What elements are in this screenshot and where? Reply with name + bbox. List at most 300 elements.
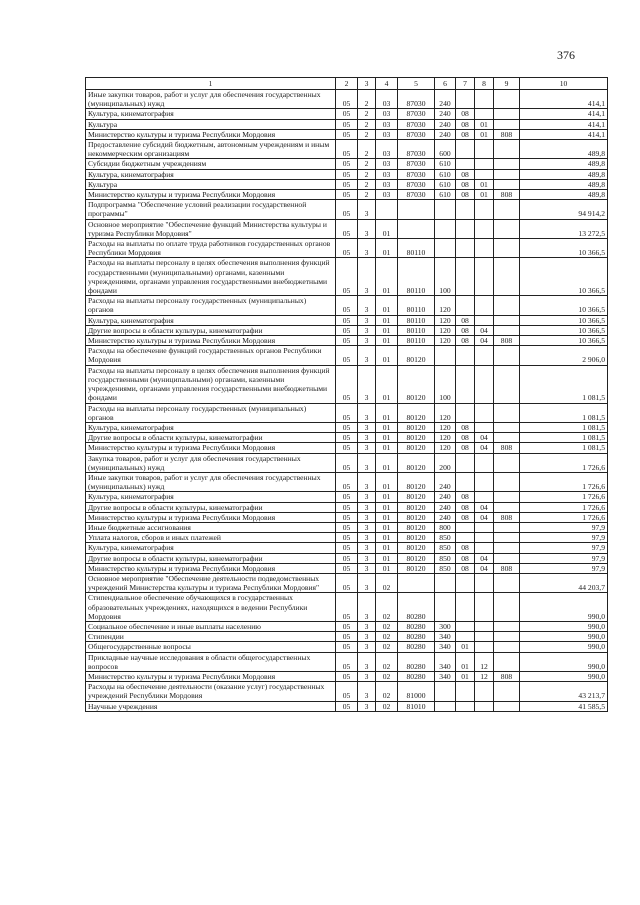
code-section-division	[456, 533, 475, 543]
code-subprogram: 3	[358, 443, 376, 453]
row-name: Подпрограмма "Обеспечение условий реализации государственной программы"	[86, 200, 336, 219]
code-ministry: 808	[494, 190, 520, 200]
table-row	[86, 652, 608, 671]
code-ministry	[494, 200, 520, 219]
code-expense-type: 120	[435, 403, 456, 422]
code-expense-type: 120	[435, 443, 456, 453]
code-direction: 87030	[398, 179, 435, 189]
code-activity: 01	[376, 365, 398, 403]
code-section-division: 08	[456, 553, 475, 563]
code-direction	[398, 573, 435, 592]
table-row	[86, 219, 608, 238]
row-amount: 1 726,6	[520, 453, 608, 472]
code-subsection: 12	[475, 652, 494, 671]
row-amount: 1 726,6	[520, 512, 608, 522]
column-header: 9	[494, 78, 520, 90]
code-subsection: 01	[475, 119, 494, 129]
code-direction: 80110	[398, 325, 435, 335]
code-subsection	[475, 642, 494, 652]
code-subprogram: 3	[358, 573, 376, 592]
row-amount: 489,8	[520, 169, 608, 179]
code-section-division: 08	[456, 336, 475, 346]
code-subsection: 04	[475, 502, 494, 512]
code-subsection	[475, 296, 494, 315]
code-section: 05	[336, 553, 358, 563]
column-header: 8	[475, 78, 494, 90]
code-subsection	[475, 573, 494, 592]
code-ministry	[494, 502, 520, 512]
code-activity: 01	[376, 502, 398, 512]
code-direction: 80280	[398, 593, 435, 622]
row-amount: 41 585,5	[520, 701, 608, 711]
code-activity	[376, 200, 398, 219]
code-subprogram: 3	[358, 453, 376, 472]
row-name: Стипендии	[86, 632, 336, 642]
code-subsection: 04	[475, 512, 494, 522]
code-section: 05	[336, 119, 358, 129]
column-header: 2	[336, 78, 358, 90]
code-subprogram: 3	[358, 621, 376, 631]
code-subsection	[475, 239, 494, 258]
table-row	[86, 258, 608, 296]
code-ministry: 808	[494, 563, 520, 573]
code-activity: 03	[376, 129, 398, 139]
column-header: 6	[435, 78, 456, 90]
code-subprogram: 2	[358, 129, 376, 139]
row-name: Министерство культуры и туризма Республики Мордовия	[86, 512, 336, 522]
row-name: Иные закупки товаров, работ и услуг для обеспечения государственных (муниципальных) нужд	[86, 90, 336, 109]
code-subprogram: 2	[358, 109, 376, 119]
code-section: 05	[336, 422, 358, 432]
code-ministry	[494, 140, 520, 159]
code-ministry	[494, 169, 520, 179]
code-ministry	[494, 119, 520, 129]
code-expense-type: 340	[435, 632, 456, 642]
code-section-division: 08	[456, 129, 475, 139]
code-subsection	[475, 109, 494, 119]
code-activity: 02	[376, 632, 398, 642]
code-subsection	[475, 200, 494, 219]
code-ministry	[494, 219, 520, 238]
code-subprogram: 2	[358, 169, 376, 179]
code-direction: 80110	[398, 258, 435, 296]
row-name: Расходы на выплаты персоналу государственных (муниципальных) органов	[86, 296, 336, 315]
code-subprogram: 3	[358, 336, 376, 346]
code-section: 05	[336, 90, 358, 109]
table-row	[86, 671, 608, 681]
code-expense-type: 850	[435, 553, 456, 563]
row-amount: 414,1	[520, 109, 608, 119]
code-activity: 01	[376, 512, 398, 522]
code-subprogram: 3	[358, 502, 376, 512]
code-section-division: 08	[456, 109, 475, 119]
column-header: 10	[520, 78, 608, 90]
code-section-division: 08	[456, 422, 475, 432]
code-subprogram: 3	[358, 522, 376, 532]
code-expense-type: 120	[435, 433, 456, 443]
row-amount: 990,0	[520, 621, 608, 631]
code-ministry	[494, 325, 520, 335]
code-ministry	[494, 453, 520, 472]
code-expense-type: 610	[435, 169, 456, 179]
row-name: Министерство культуры и туризма Республики Мордовия	[86, 129, 336, 139]
code-section-division	[456, 200, 475, 219]
code-section: 05	[336, 159, 358, 169]
table-row	[86, 433, 608, 443]
table-row	[86, 140, 608, 159]
code-activity: 03	[376, 159, 398, 169]
code-section: 05	[336, 109, 358, 119]
code-section: 05	[336, 472, 358, 491]
row-name: Министерство культуры и туризма Республики Мордовия	[86, 190, 336, 200]
code-section: 05	[336, 258, 358, 296]
code-ministry	[494, 682, 520, 701]
code-expense-type: 120	[435, 336, 456, 346]
code-subsection	[475, 621, 494, 631]
code-activity: 01	[376, 472, 398, 491]
code-expense-type: 600	[435, 140, 456, 159]
code-expense-type: 120	[435, 296, 456, 315]
table-row	[86, 346, 608, 365]
code-expense-type: 610	[435, 159, 456, 169]
code-activity: 01	[376, 453, 398, 472]
code-activity: 02	[376, 642, 398, 652]
code-section-division: 08	[456, 563, 475, 573]
row-name: Уплата налогов, сборов и иных платежей	[86, 533, 336, 543]
code-activity: 01	[376, 522, 398, 532]
code-ministry	[494, 179, 520, 189]
row-amount: 97,9	[520, 563, 608, 573]
code-activity: 03	[376, 190, 398, 200]
code-ministry: 808	[494, 336, 520, 346]
code-expense-type: 340	[435, 652, 456, 671]
code-ministry	[494, 533, 520, 543]
table-row	[86, 522, 608, 532]
code-subsection	[475, 315, 494, 325]
row-amount: 1 081,5	[520, 443, 608, 453]
code-ministry	[494, 553, 520, 563]
code-direction: 80120	[398, 403, 435, 422]
code-expense-type: 240	[435, 119, 456, 129]
code-section: 05	[336, 632, 358, 642]
code-section-division: 08	[456, 492, 475, 502]
code-section-division: 08	[456, 179, 475, 189]
code-section-division: 08	[456, 502, 475, 512]
row-amount: 990,0	[520, 632, 608, 642]
code-direction: 87030	[398, 90, 435, 109]
row-amount: 489,8	[520, 179, 608, 189]
code-section-division	[456, 701, 475, 711]
code-section: 05	[336, 336, 358, 346]
code-subprogram: 3	[358, 563, 376, 573]
code-activity: 01	[376, 346, 398, 365]
code-activity: 01	[376, 296, 398, 315]
code-section: 05	[336, 219, 358, 238]
column-header: 4	[376, 78, 398, 90]
code-section: 05	[336, 403, 358, 422]
code-expense-type	[435, 239, 456, 258]
row-amount: 1 726,6	[520, 502, 608, 512]
code-section-division: 08	[456, 433, 475, 443]
row-amount: 1 726,6	[520, 492, 608, 502]
code-ministry: 808	[494, 671, 520, 681]
code-direction: 80120	[398, 346, 435, 365]
code-ministry	[494, 652, 520, 671]
code-activity: 02	[376, 652, 398, 671]
code-section: 05	[336, 296, 358, 315]
table-row	[86, 682, 608, 701]
row-name: Иные бюджетные ассигнования	[86, 522, 336, 532]
table-row	[86, 109, 608, 119]
code-section-division: 08	[456, 325, 475, 335]
table-row	[86, 553, 608, 563]
code-direction: 80110	[398, 336, 435, 346]
code-subsection: 04	[475, 563, 494, 573]
code-ministry	[494, 159, 520, 169]
code-ministry	[494, 296, 520, 315]
code-expense-type: 240	[435, 492, 456, 502]
code-section: 05	[336, 522, 358, 532]
table-row	[86, 403, 608, 422]
code-subsection	[475, 140, 494, 159]
code-ministry	[494, 239, 520, 258]
code-section: 05	[336, 200, 358, 219]
code-section: 05	[336, 642, 358, 652]
code-subprogram: 3	[358, 512, 376, 522]
row-amount: 2 906,0	[520, 346, 608, 365]
table-row	[86, 632, 608, 642]
row-name: Субсидии бюджетным учреждениям	[86, 159, 336, 169]
code-ministry: 808	[494, 129, 520, 139]
code-subprogram: 3	[358, 701, 376, 711]
code-ministry	[494, 258, 520, 296]
code-expense-type: 200	[435, 453, 456, 472]
code-section-division	[456, 365, 475, 403]
code-section: 05	[336, 433, 358, 443]
code-activity: 01	[376, 443, 398, 453]
code-ministry	[494, 621, 520, 631]
code-section: 05	[336, 502, 358, 512]
code-section-division	[456, 522, 475, 532]
row-name: Культура, кинематография	[86, 422, 336, 432]
code-expense-type: 240	[435, 90, 456, 109]
table-row	[86, 492, 608, 502]
code-subsection	[475, 258, 494, 296]
code-ministry	[494, 346, 520, 365]
code-activity: 01	[376, 563, 398, 573]
row-name: Общегосударственные вопросы	[86, 642, 336, 652]
code-subprogram: 2	[358, 119, 376, 129]
code-expense-type	[435, 219, 456, 238]
table-row	[86, 543, 608, 553]
code-ministry	[494, 492, 520, 502]
code-direction: 87030	[398, 109, 435, 119]
table-row	[86, 90, 608, 109]
code-ministry	[494, 522, 520, 532]
page-number: 376	[557, 48, 575, 62]
row-name: Культура, кинематография	[86, 543, 336, 553]
code-ministry	[494, 593, 520, 622]
table-row	[86, 179, 608, 189]
code-activity: 03	[376, 179, 398, 189]
row-name: Министерство культуры и туризма Республики Мордовия	[86, 336, 336, 346]
row-name: Министерство культуры и туризма Республики Мордовия	[86, 671, 336, 681]
code-activity: 01	[376, 553, 398, 563]
code-subsection: 12	[475, 671, 494, 681]
code-section-division	[456, 346, 475, 365]
row-amount: 10 366,5	[520, 336, 608, 346]
code-section: 05	[336, 701, 358, 711]
code-direction: 80110	[398, 315, 435, 325]
code-ministry	[494, 422, 520, 432]
code-direction: 80120	[398, 533, 435, 543]
code-section-division	[456, 258, 475, 296]
code-section: 05	[336, 671, 358, 681]
code-section-division	[456, 472, 475, 491]
table-header-row	[86, 78, 608, 90]
code-activity: 02	[376, 621, 398, 631]
code-section: 05	[336, 543, 358, 553]
code-activity: 02	[376, 671, 398, 681]
code-activity: 01	[376, 543, 398, 553]
code-ministry	[494, 573, 520, 592]
code-ministry	[494, 365, 520, 403]
code-subprogram: 2	[358, 159, 376, 169]
row-name: Расходы на обеспечение деятельности (оказание услуг) государственных учреждений Республики Мордовия	[86, 682, 336, 701]
code-subsection: 04	[475, 443, 494, 453]
row-amount: 94 914,2	[520, 200, 608, 219]
code-ministry: 808	[494, 512, 520, 522]
code-direction: 80120	[398, 492, 435, 502]
code-subprogram: 3	[358, 315, 376, 325]
code-direction: 80120	[398, 365, 435, 403]
code-direction: 80280	[398, 652, 435, 671]
code-section: 05	[336, 325, 358, 335]
table-row	[86, 239, 608, 258]
code-subsection: 01	[475, 129, 494, 139]
row-name: Расходы на обеспечение функций государственных органов Республики Мордовия	[86, 346, 336, 365]
code-subsection	[475, 90, 494, 109]
code-section: 05	[336, 129, 358, 139]
code-subsection	[475, 453, 494, 472]
code-activity: 03	[376, 140, 398, 159]
column-header: 7	[456, 78, 475, 90]
table-row	[86, 563, 608, 573]
row-amount: 1 081,5	[520, 433, 608, 443]
code-activity: 01	[376, 315, 398, 325]
table-row	[86, 701, 608, 711]
code-subsection: 04	[475, 325, 494, 335]
code-ministry	[494, 642, 520, 652]
row-name: Другие вопросы в области культуры, кинематографии	[86, 553, 336, 563]
row-name: Расходы на выплаты по оплате труда работников государственных органов Республики Мордовия	[86, 239, 336, 258]
code-direction: 80120	[398, 553, 435, 563]
code-activity: 01	[376, 239, 398, 258]
row-amount: 489,8	[520, 140, 608, 159]
code-activity: 01	[376, 336, 398, 346]
code-subsection	[475, 522, 494, 532]
row-amount: 1 081,5	[520, 422, 608, 432]
code-section-division: 08	[456, 543, 475, 553]
row-amount: 44 203,7	[520, 573, 608, 592]
code-subprogram: 2	[358, 140, 376, 159]
row-name: Прикладные научные исследования в области общегосударственных вопросов	[86, 652, 336, 671]
code-direction: 80120	[398, 522, 435, 532]
code-direction: 80280	[398, 671, 435, 681]
code-section: 05	[336, 533, 358, 543]
code-expense-type: 240	[435, 502, 456, 512]
code-direction	[398, 200, 435, 219]
code-subprogram: 3	[358, 593, 376, 622]
row-amount: 97,9	[520, 553, 608, 563]
row-name: Культура	[86, 119, 336, 129]
row-name: Министерство культуры и туризма Республики Мордовия	[86, 563, 336, 573]
row-name: Основное мероприятие "Обеспечение деятельности подведомственных учреждений Министерства культуры и туризма Республики Мордовия"	[86, 573, 336, 592]
code-expense-type: 120	[435, 315, 456, 325]
table-row	[86, 512, 608, 522]
code-activity: 01	[376, 325, 398, 335]
table-row	[86, 315, 608, 325]
code-section-division	[456, 453, 475, 472]
row-amount: 97,9	[520, 543, 608, 553]
code-ministry	[494, 433, 520, 443]
code-direction: 80120	[398, 563, 435, 573]
row-amount: 414,1	[520, 129, 608, 139]
code-subprogram: 3	[358, 543, 376, 553]
column-header: 5	[398, 78, 435, 90]
code-section: 05	[336, 563, 358, 573]
budget-table	[85, 77, 608, 712]
code-section: 05	[336, 365, 358, 403]
code-subsection: 04	[475, 336, 494, 346]
code-expense-type: 850	[435, 543, 456, 553]
code-subprogram: 3	[358, 325, 376, 335]
code-section-division	[456, 90, 475, 109]
code-direction: 80120	[398, 453, 435, 472]
code-expense-type: 240	[435, 129, 456, 139]
code-ministry	[494, 403, 520, 422]
table-row	[86, 533, 608, 543]
table-row	[86, 296, 608, 315]
row-amount: 990,0	[520, 642, 608, 652]
code-section-division	[456, 403, 475, 422]
code-ministry	[494, 701, 520, 711]
code-subprogram: 3	[358, 682, 376, 701]
table-row	[86, 129, 608, 139]
row-name: Другие вопросы в области культуры, кинематографии	[86, 325, 336, 335]
code-section-division: 08	[456, 315, 475, 325]
code-section: 05	[336, 315, 358, 325]
code-direction: 80120	[398, 433, 435, 443]
code-ministry	[494, 632, 520, 642]
code-subsection	[475, 632, 494, 642]
code-section: 05	[336, 573, 358, 592]
row-amount: 489,8	[520, 190, 608, 200]
code-direction: 80280	[398, 642, 435, 652]
row-name: Предоставление субсидий бюджетным, автономным учреждениям и иным некоммерческим организациям	[86, 140, 336, 159]
row-name: Расходы на выплаты персоналу государственных (муниципальных) органов	[86, 403, 336, 422]
code-direction: 80120	[398, 502, 435, 512]
code-section-division: 08	[456, 512, 475, 522]
table-row	[86, 325, 608, 335]
code-expense-type	[435, 682, 456, 701]
code-activity: 03	[376, 90, 398, 109]
code-subprogram: 3	[358, 239, 376, 258]
table-row	[86, 169, 608, 179]
code-subprogram: 3	[358, 422, 376, 432]
row-name: Культура, кинематография	[86, 492, 336, 502]
row-name: Научные учреждения	[86, 701, 336, 711]
